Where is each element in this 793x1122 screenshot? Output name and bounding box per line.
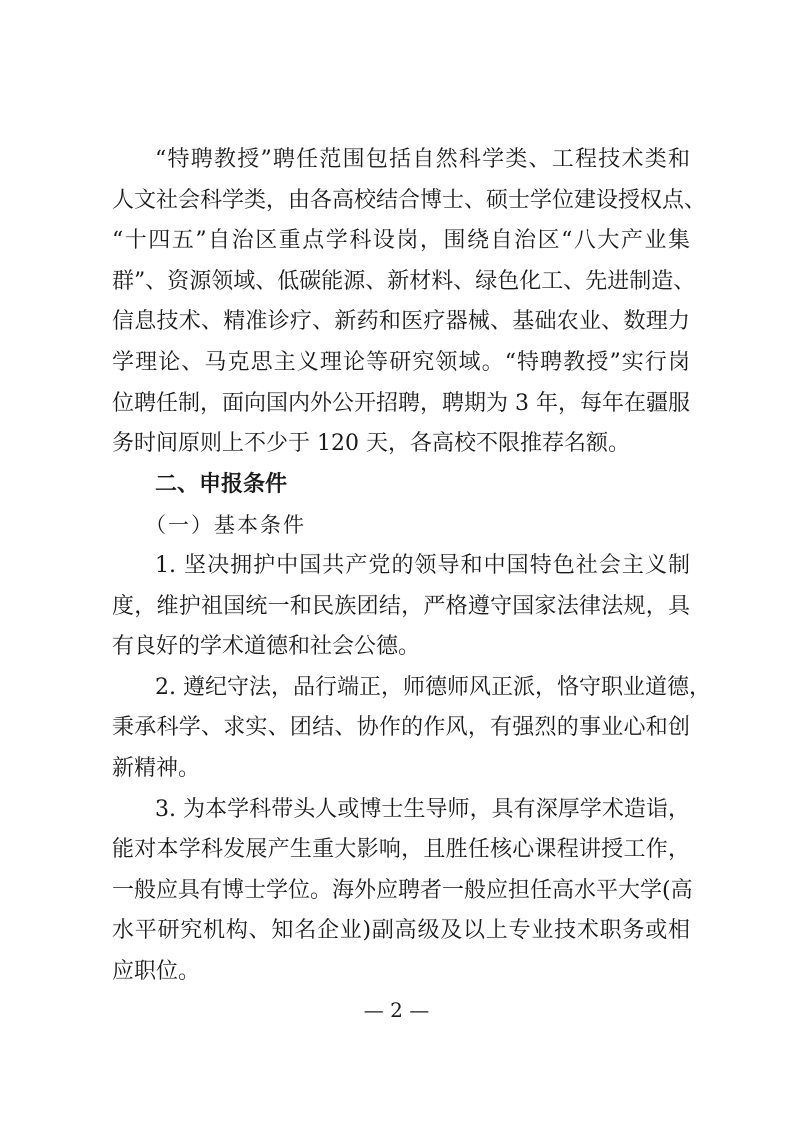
paragraph-line: 群”、资源领域、低碳能源、新材料、绿色化工、先进制造、	[112, 268, 696, 294]
item-line: 能对本学科发展产生重大影响，且胜任核心课程讲授工作，	[112, 837, 690, 863]
item-line: 2. 遵纪守法，品行端正，师德师风正派，恪守职业道德，	[155, 674, 711, 700]
item-line: 3. 为本学科带头人或博士生导师，具有深厚学术造诣，	[155, 796, 690, 822]
paragraph-line: 学理论、马克思主义理论等研究领域。“特聘教授”实行岗	[112, 350, 690, 375]
paragraph-line: 务时间原则上不少于 120 天，各高校不限推荐名额。	[112, 431, 630, 457]
paragraph-line: “十四五”自治区重点学科设岗，围绕自治区“八大产业集	[112, 228, 690, 254]
paragraph-line: “特聘教授”聘任范围包括自然科学类、工程技术类和	[155, 147, 690, 172]
item-line: 有良好的学术道德和社会公德。	[112, 634, 421, 660]
item-line: 新精神。	[112, 756, 201, 781]
paragraph-line: 位聘任制，面向国内外公开招聘，聘期为 3 年，每年在疆服	[112, 390, 690, 416]
item-line: 1. 坚决拥护中国共产党的领导和中国特色社会主义制	[155, 553, 690, 578]
item-line: 度，维护祖国统一和民族团结，严格遵守国家法律法规，具	[112, 593, 690, 619]
item-line: 一般应具有博士学位。海外应聘者一般应担任高水平大学(高	[112, 877, 693, 903]
item-line: 应职位。	[112, 959, 201, 984]
item-line: 水平研究机构、知名企业)副高级及以上专业技术职务或相	[112, 918, 690, 944]
section-subheading: （一）基本条件	[145, 513, 306, 538]
item-line: 秉承科学、求实、团结、协作的作风，有强烈的事业心和创	[112, 715, 690, 741]
page-number: — 2 —	[363, 998, 430, 1022]
section-heading: 二、申报条件	[155, 471, 288, 497]
paragraph-line: 人文社会科学类，由各高校结合博士、硕士学位建设授权点、	[112, 187, 707, 213]
paragraph-line: 信息技术、精准诊疗、新药和医疗器械、基础农业、数理力	[112, 309, 690, 335]
